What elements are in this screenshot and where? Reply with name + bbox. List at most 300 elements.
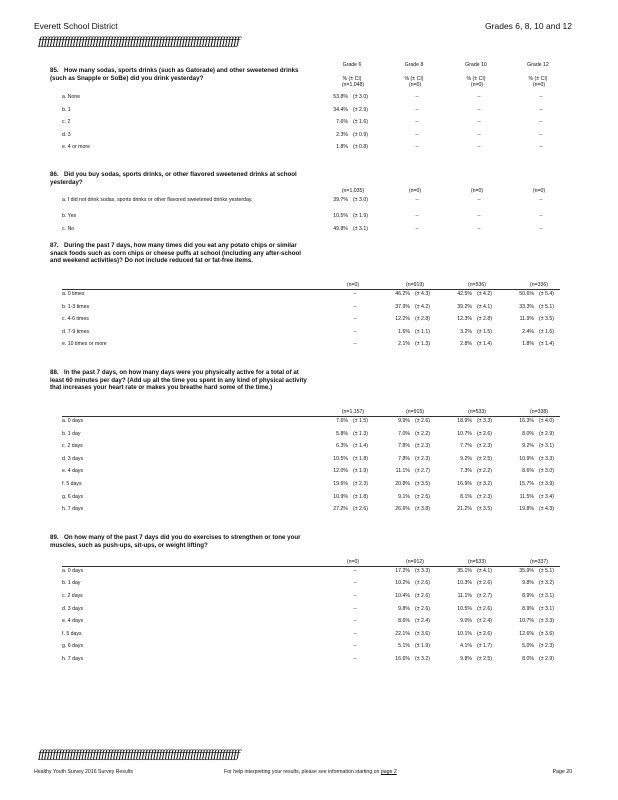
percent-cell bbox=[450, 328, 510, 337]
empty-cell: -- bbox=[415, 106, 419, 113]
percent-value: 12.3% bbox=[457, 316, 472, 323]
percent-cell bbox=[450, 605, 510, 614]
sample-size: (n=337) bbox=[529, 558, 549, 565]
percent-value: 33.3% bbox=[519, 303, 534, 310]
question-number: 89. bbox=[50, 534, 59, 541]
empty-cell: -- bbox=[353, 630, 357, 637]
percent-cell bbox=[512, 642, 572, 651]
empty-cell: -- bbox=[477, 144, 481, 151]
confidence-interval: (± 2.5) bbox=[477, 455, 492, 462]
percent-cell bbox=[388, 467, 448, 476]
table-row bbox=[62, 605, 560, 614]
percent-value: 10.4% bbox=[395, 593, 410, 599]
percent-value: 12.2% bbox=[395, 316, 410, 323]
confidence-interval: (± 3.1) bbox=[353, 225, 368, 232]
confidence-interval: (± 1.4) bbox=[477, 341, 492, 348]
confidence-interval: (± 3.3) bbox=[539, 618, 554, 625]
confidence-interval: (± 2.6) bbox=[477, 630, 492, 637]
response-option-label: d. 3 days bbox=[62, 455, 84, 462]
column-header bbox=[392, 62, 436, 82]
sample-size: (n=0) bbox=[532, 188, 546, 195]
percent-cell bbox=[326, 505, 386, 514]
percent-cell bbox=[450, 592, 510, 601]
percent-value: 7.8% bbox=[398, 443, 410, 450]
percent-value: 10.3% bbox=[457, 580, 472, 587]
empty-cell: -- bbox=[477, 119, 481, 126]
table-row bbox=[62, 131, 560, 140]
confidence-interval: (± 3.0) bbox=[353, 197, 368, 204]
table-row bbox=[62, 417, 560, 426]
confidence-interval: (± 1.5) bbox=[353, 418, 368, 424]
percent-value: 39.7% bbox=[333, 197, 348, 204]
confidence-interval: (± 2.9) bbox=[539, 656, 554, 662]
percent-cell bbox=[450, 493, 510, 502]
confidence-interval: (± 2.6) bbox=[415, 605, 430, 612]
percent-value: 2.3% bbox=[336, 131, 348, 138]
sample-size: (n=0) bbox=[470, 188, 484, 195]
sample-size: (n=0) bbox=[408, 188, 422, 195]
percent-cell bbox=[388, 455, 448, 464]
response-option-label: e. 10 times or more bbox=[62, 341, 107, 348]
table-row bbox=[62, 303, 560, 312]
response-option-label: a. 0 days bbox=[62, 567, 84, 574]
percent-cell bbox=[326, 212, 386, 221]
percent-cell bbox=[326, 493, 386, 502]
empty-cell: -- bbox=[539, 106, 543, 113]
sample-size: (n=536) bbox=[467, 282, 487, 288]
response-option-label: c. No bbox=[62, 225, 75, 232]
percent-cell bbox=[450, 340, 510, 349]
page-footer bbox=[34, 767, 572, 777]
empty-cell: -- bbox=[477, 106, 481, 113]
empty-cell: -- bbox=[539, 144, 543, 151]
percent-value: 6.3% bbox=[336, 443, 348, 450]
percent-value: 11.1% bbox=[395, 468, 410, 475]
percent-cell bbox=[450, 617, 510, 626]
footer-help-prefix: For help interpreting your results, please see information starting on bbox=[224, 769, 380, 775]
confidence-interval: (± 3.5) bbox=[477, 506, 492, 513]
confidence-interval: (± 3.4) bbox=[539, 493, 554, 500]
empty-cell: -- bbox=[477, 94, 481, 100]
confidence-interval: (± 3.6) bbox=[415, 630, 430, 637]
percent-value: 10.7% bbox=[519, 618, 534, 625]
table-row bbox=[62, 655, 560, 664]
percent-cell bbox=[388, 630, 448, 639]
percent-cell bbox=[388, 567, 448, 576]
confidence-interval: (± 2.6) bbox=[415, 418, 430, 424]
confidence-interval: (± 2.7) bbox=[477, 593, 492, 599]
percent-cell bbox=[512, 455, 572, 464]
confidence-interval: (± 4.2) bbox=[477, 291, 492, 297]
percent-value: 9.0% bbox=[460, 618, 472, 625]
question-number: 87. bbox=[50, 242, 59, 249]
sample-size: (n=338) bbox=[529, 409, 549, 415]
percent-value: 11.5% bbox=[519, 493, 534, 500]
percent-value: 37.9% bbox=[395, 303, 410, 310]
percent-value: 1.6% bbox=[398, 328, 410, 335]
response-option-label: c. 2 days bbox=[62, 443, 83, 450]
percent-cell bbox=[388, 328, 448, 337]
empty-cell: -- bbox=[353, 580, 357, 587]
confidence-interval: (± 3.2) bbox=[539, 580, 554, 587]
percent-cell bbox=[512, 417, 572, 426]
column-stat-label: % (± CI) bbox=[404, 76, 424, 82]
confidence-interval: (± 1.4) bbox=[539, 341, 554, 348]
percent-value: 8.9% bbox=[522, 605, 534, 612]
table-row bbox=[62, 430, 560, 439]
confidence-interval: (± 1.9) bbox=[353, 213, 368, 220]
question-body: Did you buy sodas, sports drinks, or other flavored sweetened drinks at school yesterday? bbox=[50, 171, 297, 186]
percent-cell bbox=[326, 430, 386, 439]
percent-value: 50.6% bbox=[519, 291, 534, 297]
confidence-interval: (± 3.3) bbox=[539, 455, 554, 462]
confidence-interval: (± 2.2) bbox=[477, 468, 492, 475]
sample-size: (n=533) bbox=[467, 409, 487, 415]
table-row bbox=[62, 493, 560, 502]
percent-cell bbox=[450, 315, 510, 324]
percent-value: 2.4% bbox=[522, 328, 534, 335]
percent-cell bbox=[450, 480, 510, 489]
percent-value: 7.6% bbox=[336, 418, 348, 424]
percent-cell bbox=[388, 642, 448, 651]
percent-cell bbox=[388, 617, 448, 626]
percent-value: 18.9% bbox=[457, 418, 472, 424]
percent-value: 26.6% bbox=[395, 506, 410, 513]
percent-value: 7.7% bbox=[460, 443, 472, 450]
confidence-interval: (± 1.9) bbox=[353, 468, 368, 475]
footer-page-number: Page 20 bbox=[552, 769, 572, 775]
column-header bbox=[516, 62, 560, 82]
confidence-interval: (± 2.9) bbox=[353, 106, 368, 113]
column-header bbox=[454, 62, 498, 82]
percent-cell bbox=[450, 290, 510, 299]
empty-cell: -- bbox=[415, 213, 419, 220]
empty-cell: -- bbox=[477, 197, 481, 204]
response-option-label: h. 7 days bbox=[62, 506, 84, 513]
question-number: 88. bbox=[50, 369, 59, 376]
percent-cell bbox=[450, 455, 510, 464]
column-stat-label: % (± CI) bbox=[466, 76, 486, 82]
confidence-interval: (± 2.4) bbox=[477, 618, 492, 625]
table-row bbox=[62, 567, 560, 576]
sample-size: (n=0) bbox=[470, 82, 484, 88]
sample-size: (n=1,035) bbox=[341, 188, 365, 195]
table-row bbox=[62, 442, 560, 451]
percent-value: 5.8% bbox=[336, 430, 348, 437]
percent-cell bbox=[512, 605, 572, 614]
percent-cell bbox=[450, 505, 510, 514]
response-option-label: a. I did not drink sodas, sports drinks or other flavored sweetened drinks yesterday. bbox=[62, 197, 253, 204]
empty-cell: -- bbox=[477, 225, 481, 232]
empty-cell: -- bbox=[415, 119, 419, 126]
percent-value: 8.6% bbox=[522, 468, 534, 475]
grades-label: Grades 6, 8, 10 and 12 bbox=[485, 21, 572, 31]
table-row bbox=[62, 579, 560, 588]
confidence-interval: (± 1.5) bbox=[477, 328, 492, 335]
confidence-interval: (± 2.3) bbox=[477, 493, 492, 500]
confidence-interval: (± 4.0) bbox=[539, 418, 554, 424]
confidence-interval: (± 1.1) bbox=[415, 328, 430, 335]
confidence-interval: (± 2.6) bbox=[415, 580, 430, 587]
response-option-label: d. 3 days bbox=[62, 605, 84, 612]
percent-value: 8.9% bbox=[522, 593, 534, 599]
sample-size: (n=0) bbox=[346, 558, 360, 565]
sample-size: (n=1,048) bbox=[341, 82, 365, 88]
percent-cell bbox=[326, 196, 386, 205]
table-row bbox=[62, 106, 560, 115]
percent-value: 22.1% bbox=[395, 630, 410, 637]
table-row bbox=[62, 212, 560, 221]
confidence-interval: (± 2.6) bbox=[415, 593, 430, 599]
confidence-interval: (± 5.1) bbox=[539, 303, 554, 310]
percent-cell bbox=[326, 417, 386, 426]
percent-value: 7.3% bbox=[460, 468, 472, 475]
percent-value: 39.2% bbox=[457, 303, 472, 310]
response-option-label: a. 0 days bbox=[62, 418, 84, 424]
percent-cell bbox=[388, 290, 448, 299]
percent-cell bbox=[512, 592, 572, 601]
percent-cell bbox=[512, 315, 572, 324]
percent-cell bbox=[388, 592, 448, 601]
empty-cell: -- bbox=[353, 656, 357, 662]
empty-cell: -- bbox=[353, 605, 357, 612]
percent-cell bbox=[512, 290, 572, 299]
empty-cell: -- bbox=[415, 144, 419, 151]
percent-cell bbox=[450, 567, 510, 576]
table-row bbox=[62, 196, 560, 205]
confidence-interval: (± 1.9) bbox=[415, 643, 430, 650]
percent-value: 10.2% bbox=[395, 580, 410, 587]
percent-cell bbox=[388, 442, 448, 451]
confidence-interval: (± 2.6) bbox=[477, 430, 492, 437]
percent-cell bbox=[450, 630, 510, 639]
percent-cell bbox=[450, 467, 510, 476]
percent-value: 8.1% bbox=[460, 493, 472, 500]
percent-value: 5.1% bbox=[398, 643, 410, 650]
confidence-interval: (± 2.8) bbox=[415, 316, 430, 323]
sample-size: (n=0) bbox=[346, 282, 360, 288]
confidence-interval: (± 1.6) bbox=[539, 328, 554, 335]
percent-cell bbox=[388, 480, 448, 489]
confidence-interval: (± 4.1) bbox=[477, 567, 492, 574]
question-text bbox=[50, 534, 312, 549]
confidence-interval: (± 3.8) bbox=[415, 506, 430, 513]
footer-help-text bbox=[224, 769, 532, 775]
table-row bbox=[62, 118, 560, 127]
decorative-ruler-bottom: ƒƒƒƒƒƒƒƒƒƒƒƒƒƒƒƒƒƒƒƒƒƒƒƒƒƒƒƒƒƒƒƒƒƒƒƒƒƒƒƒƒƒƒƒƒƒƒƒƒƒƒƒƒƒƒƒƒƒƒƒƒƒƒƒƒƒƒƒƒƒ bbox=[38, 748, 239, 761]
confidence-interval: (± 1.4) bbox=[353, 443, 368, 450]
percent-cell bbox=[512, 493, 572, 502]
percent-value: 42.5% bbox=[457, 291, 472, 297]
percent-value: 9.2% bbox=[522, 443, 534, 450]
confidence-interval: (± 2.5) bbox=[415, 493, 430, 500]
response-option-label: b. 1 day bbox=[62, 430, 81, 437]
sample-size: (n=336) bbox=[529, 282, 549, 288]
percent-value: 11.1% bbox=[457, 593, 472, 599]
percent-value: 9.8% bbox=[522, 580, 534, 587]
percent-value: 10.9% bbox=[333, 493, 348, 500]
table-row bbox=[62, 93, 560, 102]
percent-cell bbox=[326, 93, 386, 102]
empty-cell: -- bbox=[539, 119, 543, 126]
response-option-label: f. 5 days bbox=[62, 481, 82, 487]
confidence-interval: (± 3.6) bbox=[539, 630, 554, 637]
question-body: During the past 7 days, how many times did you eat any potato chips or similar snack foods such as corn chips or cheese puffs at school (including any after-school and weekend activities)? Do not include reduced fat or fat-free items. bbox=[50, 242, 301, 265]
percent-value: 12.6% bbox=[519, 630, 534, 637]
percent-value: 19.6% bbox=[333, 481, 348, 487]
response-option-label: g. 6 days bbox=[62, 643, 84, 650]
column-grade-label: Grade 6 bbox=[342, 62, 362, 68]
response-option-label: d. 3 bbox=[62, 131, 71, 138]
percent-value: 16.3% bbox=[519, 418, 534, 424]
percent-value: 16.6% bbox=[395, 656, 410, 662]
percent-cell bbox=[326, 480, 386, 489]
confidence-interval: (± 3.2) bbox=[415, 656, 430, 662]
column-grade-label: Grade 12 bbox=[527, 62, 549, 68]
confidence-interval: (± 3.9) bbox=[539, 481, 554, 487]
percent-value: 2.8% bbox=[460, 341, 472, 348]
percent-cell bbox=[326, 106, 386, 115]
footer-page-link[interactable]: page 2 bbox=[380, 769, 397, 775]
empty-cell: -- bbox=[415, 225, 419, 232]
question-body: How many sodas, sports drinks (such as Gatorade) and other sweetened drinks (such as Snapple or SoBe) did you drink yesterday? bbox=[50, 67, 299, 82]
confidence-interval: (± 3.3) bbox=[415, 567, 430, 574]
percent-cell bbox=[326, 131, 386, 140]
percent-cell bbox=[450, 442, 510, 451]
percent-value: 35.1% bbox=[457, 567, 472, 574]
question-text bbox=[50, 242, 312, 265]
percent-cell bbox=[450, 642, 510, 651]
percent-cell bbox=[512, 630, 572, 639]
table-row bbox=[62, 290, 560, 299]
percent-value: 5.0% bbox=[522, 643, 534, 650]
percent-cell bbox=[388, 430, 448, 439]
table-row bbox=[62, 340, 560, 349]
percent-cell bbox=[326, 225, 386, 234]
confidence-interval: (± 2.3) bbox=[539, 643, 554, 650]
percent-value: 10.5% bbox=[333, 455, 348, 462]
confidence-interval: (± 2.3) bbox=[353, 481, 368, 487]
percent-value: 9.9% bbox=[398, 418, 410, 424]
percent-cell bbox=[326, 455, 386, 464]
district-name: Everett School District bbox=[34, 21, 118, 31]
response-option-label: a. None bbox=[62, 94, 81, 100]
response-option-label: h. 7 days bbox=[62, 656, 84, 662]
percent-cell bbox=[512, 655, 572, 664]
table-row bbox=[62, 455, 560, 464]
percent-value: 10.5% bbox=[457, 605, 472, 612]
percent-cell bbox=[512, 328, 572, 337]
confidence-interval: (± 1.8) bbox=[353, 455, 368, 462]
percent-value: 10.1% bbox=[457, 630, 472, 637]
column-grade-label: Grade 8 bbox=[404, 62, 424, 68]
confidence-interval: (± 2.7) bbox=[415, 468, 430, 475]
percent-value: 7.0% bbox=[398, 430, 410, 437]
percent-cell bbox=[326, 442, 386, 451]
percent-value: 3.2% bbox=[460, 328, 472, 335]
percent-value: 20.8% bbox=[395, 481, 410, 487]
question-text bbox=[50, 171, 312, 186]
percent-value: 9.8% bbox=[398, 605, 410, 612]
percent-value: 8.0% bbox=[522, 656, 534, 662]
percent-value: 9.1% bbox=[398, 493, 410, 500]
confidence-interval: (± 4.3) bbox=[415, 291, 430, 297]
table-row bbox=[62, 617, 560, 626]
column-grade-label: Grade 10 bbox=[465, 62, 487, 68]
confidence-interval: (± 3.0) bbox=[539, 468, 554, 475]
percent-cell bbox=[450, 303, 510, 312]
question-number: 86. bbox=[50, 171, 59, 178]
confidence-interval: (± 1.7) bbox=[477, 643, 492, 650]
sample-size: (n=915) bbox=[405, 409, 425, 415]
confidence-interval: (± 5.4) bbox=[539, 291, 554, 297]
question-number: 85. bbox=[50, 67, 59, 74]
percent-value: 7.8% bbox=[398, 455, 410, 462]
response-option-label: d. 7-9 times bbox=[62, 328, 90, 335]
empty-cell: -- bbox=[353, 567, 357, 574]
confidence-interval: (± 3.3) bbox=[477, 418, 492, 424]
confidence-interval: (± 3.1) bbox=[539, 605, 554, 612]
empty-cell: -- bbox=[477, 213, 481, 220]
response-option-label: f. 5 days bbox=[62, 630, 82, 637]
confidence-interval: (± 4.3) bbox=[539, 506, 554, 513]
percent-value: 17.2% bbox=[395, 567, 410, 574]
percent-cell bbox=[512, 579, 572, 588]
empty-cell: -- bbox=[353, 291, 357, 297]
empty-cell: -- bbox=[353, 341, 357, 348]
percent-value: 2.1% bbox=[398, 341, 410, 348]
confidence-interval: (± 2.3) bbox=[477, 443, 492, 450]
percent-cell bbox=[388, 340, 448, 349]
response-option-label: c. 2 days bbox=[62, 593, 83, 599]
confidence-interval: (± 5.1) bbox=[539, 567, 554, 574]
confidence-interval: (± 2.6) bbox=[477, 605, 492, 612]
confidence-interval: (± 3.2) bbox=[477, 481, 492, 487]
percent-cell bbox=[388, 505, 448, 514]
empty-cell: -- bbox=[415, 197, 419, 204]
empty-cell: -- bbox=[539, 213, 543, 220]
percent-value: 9.2% bbox=[460, 455, 472, 462]
percent-cell bbox=[512, 442, 572, 451]
percent-cell bbox=[512, 480, 572, 489]
percent-value: 46.2% bbox=[395, 291, 410, 297]
percent-value: 11.9% bbox=[519, 316, 534, 323]
response-option-label: g. 6 days bbox=[62, 493, 84, 500]
percent-cell bbox=[512, 505, 572, 514]
table-row bbox=[62, 480, 560, 489]
column-stat-label: % (± CI) bbox=[342, 76, 362, 82]
percent-cell bbox=[388, 655, 448, 664]
empty-cell: -- bbox=[353, 328, 357, 335]
percent-value: 1.8% bbox=[336, 144, 348, 151]
percent-value: 15.7% bbox=[519, 481, 534, 487]
confidence-interval: (± 2.3) bbox=[415, 443, 430, 450]
empty-cell: -- bbox=[415, 94, 419, 100]
confidence-interval: (± 1.6) bbox=[353, 119, 368, 126]
response-option-label: e. 4 or more bbox=[62, 144, 90, 151]
percent-cell bbox=[388, 493, 448, 502]
confidence-interval: (± 4.2) bbox=[415, 303, 430, 310]
percent-cell bbox=[388, 315, 448, 324]
percent-cell bbox=[450, 655, 510, 664]
sample-size: (n=533) bbox=[467, 558, 487, 565]
table-row bbox=[62, 505, 560, 514]
percent-cell bbox=[512, 303, 572, 312]
percent-cell bbox=[326, 467, 386, 476]
percent-cell bbox=[512, 567, 572, 576]
response-option-label: c. 2 bbox=[62, 119, 71, 126]
percent-value: 8.0% bbox=[522, 430, 534, 437]
